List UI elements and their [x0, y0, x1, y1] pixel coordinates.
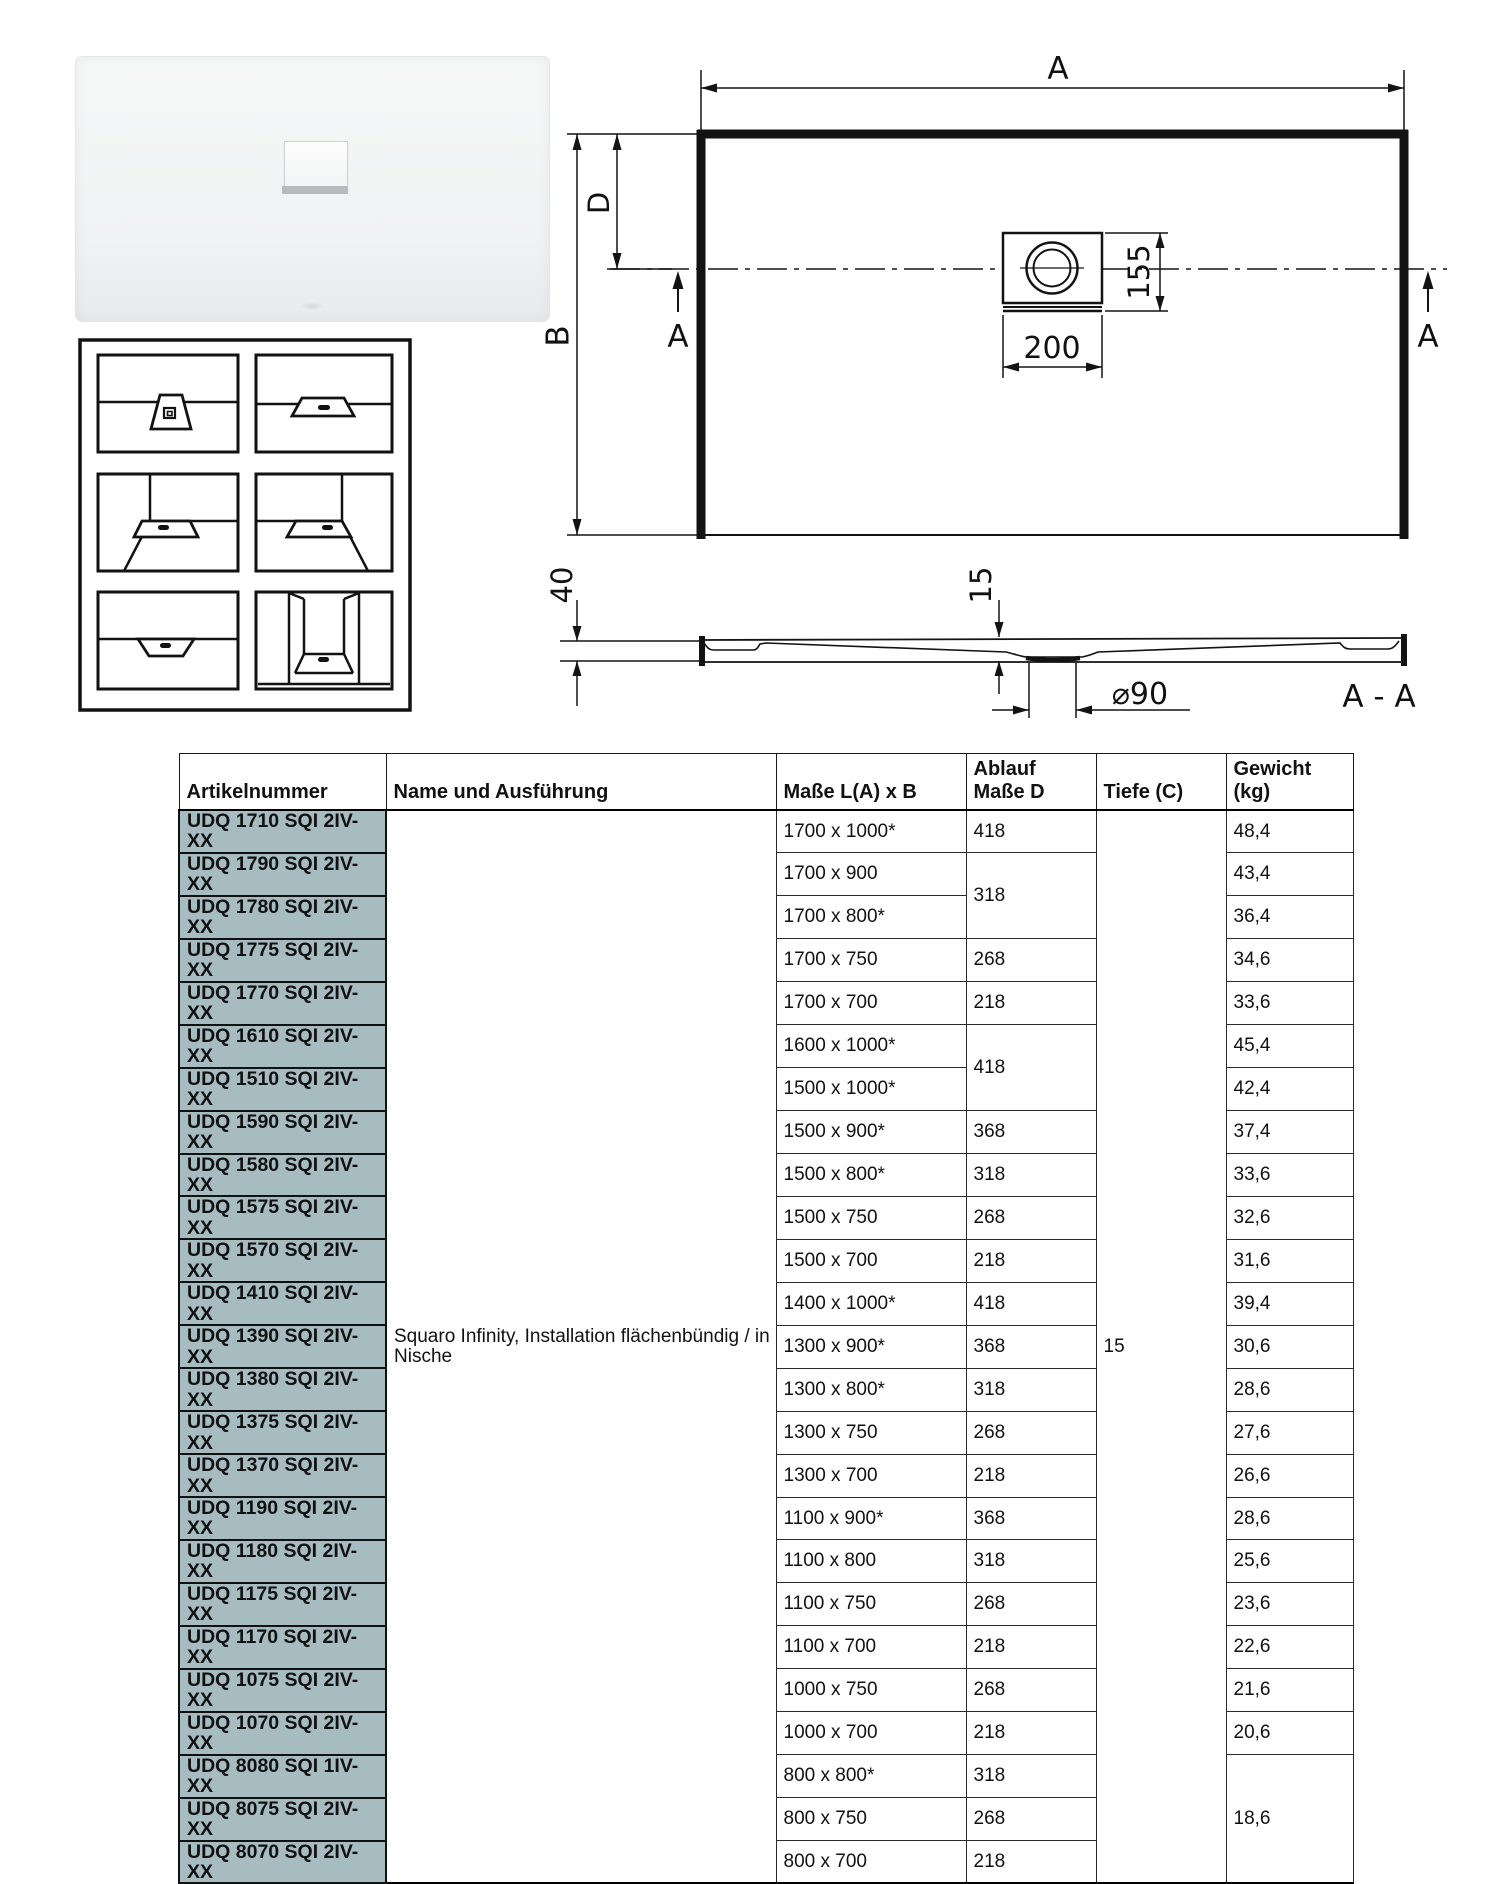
- panel-installation-6: [256, 592, 392, 689]
- drain-cover-square: [284, 141, 348, 189]
- masse-cell: 1000 x 750: [776, 1669, 966, 1712]
- ablauf-cell: 368: [966, 1325, 1096, 1368]
- artikelnummer-cell: UDQ 1770 SQI 2IV-XX: [179, 982, 386, 1025]
- table-row: [179, 810, 1353, 853]
- artikelnummer-cell: UDQ 1570 SQI 2IV-XX: [179, 1239, 386, 1282]
- artikelnummer-cell: UDQ 1380 SQI 2IV-XX: [179, 1368, 386, 1411]
- artikelnummer-cell: UDQ 8080 SQI 1IV-XX: [179, 1755, 386, 1798]
- masse-cell: 1100 x 800: [776, 1540, 966, 1583]
- masse-cell: 1300 x 800*: [776, 1368, 966, 1411]
- section-aa-label: A - A: [1342, 679, 1416, 715]
- top-view-drawing: [541, 51, 1448, 539]
- technical-drawing: [540, 40, 1460, 730]
- section-view-drawing: [545, 567, 1416, 718]
- masse-cell: 1500 x 1000*: [776, 1068, 966, 1111]
- masse-cell: 1700 x 1000*: [776, 810, 966, 853]
- ablauf-cell: 218: [966, 1712, 1096, 1755]
- gewicht-cell: 18,6: [1226, 1755, 1353, 1884]
- ablauf-cell: 218: [966, 1841, 1096, 1884]
- ablauf-cell: 268: [966, 1196, 1096, 1239]
- ablauf-cell: 318: [966, 1368, 1096, 1411]
- gewicht-cell: 36,4: [1226, 896, 1353, 939]
- ablauf-cell: 318: [966, 853, 1096, 939]
- dimension-d-label: D: [582, 191, 616, 215]
- artikelnummer-cell: UDQ 1610 SQI 2IV-XX: [179, 1025, 386, 1068]
- ablauf-cell: 218: [966, 1626, 1096, 1669]
- masse-cell: 800 x 700: [776, 1841, 966, 1884]
- gewicht-cell: 20,6: [1226, 1712, 1353, 1755]
- dimension-15-label: 15: [964, 566, 998, 604]
- gewicht-cell: 48,4: [1226, 810, 1353, 853]
- gewicht-cell: 42,4: [1226, 1068, 1353, 1111]
- installation-diagram: [78, 338, 412, 712]
- artikelnummer-cell: UDQ 1370 SQI 2IV-XX: [179, 1454, 386, 1497]
- panel-installation-2: [256, 355, 392, 452]
- artikelnummer-cell: UDQ 1375 SQI 2IV-XX: [179, 1411, 386, 1454]
- gewicht-cell: 22,6: [1226, 1626, 1353, 1669]
- masse-cell: 1700 x 750: [776, 939, 966, 982]
- artikelnummer-cell: UDQ 1390 SQI 2IV-XX: [179, 1325, 386, 1368]
- header-artikelnummer: Artikelnummer: [179, 754, 386, 811]
- gewicht-cell: 33,6: [1226, 982, 1353, 1025]
- section-a-left-label: A: [667, 319, 689, 355]
- artikelnummer-cell: UDQ 1075 SQI 2IV-XX: [179, 1669, 386, 1712]
- gewicht-cell: 28,6: [1226, 1497, 1353, 1540]
- table-header-row: [179, 754, 1353, 811]
- gewicht-cell: 34,6: [1226, 939, 1353, 982]
- drain-cap-profile: [1026, 658, 1080, 660]
- artikelnummer-cell: UDQ 8070 SQI 2IV-XX: [179, 1841, 386, 1884]
- section-a-right-label: A: [1417, 319, 1439, 355]
- header-ablauf: Ablauf Maße D: [966, 754, 1096, 811]
- masse-cell: 1700 x 800*: [776, 896, 966, 939]
- villeroy-boch-logo: [300, 301, 324, 311]
- ablauf-cell: 218: [966, 1239, 1096, 1282]
- masse-cell: 1500 x 700: [776, 1239, 966, 1282]
- ablauf-cell: 218: [966, 1454, 1096, 1497]
- header-name-ausfuehrung: Name und Ausführung: [386, 754, 776, 811]
- dimension-40-label: 40: [545, 566, 579, 604]
- dimension-a-label: A: [1047, 51, 1069, 87]
- panel-installation-1: [98, 355, 238, 452]
- gewicht-cell: 45,4: [1226, 1025, 1353, 1068]
- panel-installation-3: [98, 474, 238, 571]
- artikelnummer-cell: UDQ 1790 SQI 2IV-XX: [179, 853, 386, 896]
- ablauf-cell: 318: [966, 1540, 1096, 1583]
- ablauf-cell: 418: [966, 1282, 1096, 1325]
- spec-table-body: [179, 810, 1353, 1883]
- artikelnummer-cell: UDQ 1580 SQI 2IV-XX: [179, 1154, 386, 1197]
- section-arrow-right: [1417, 271, 1438, 355]
- header-masse: Maße L(A) x B: [776, 754, 966, 811]
- spec-table-container: [178, 753, 1354, 1884]
- gewicht-cell: 33,6: [1226, 1154, 1353, 1197]
- masse-cell: 1700 x 700: [776, 982, 966, 1025]
- dimension-200-label: 200: [1023, 331, 1081, 366]
- ablauf-cell: 268: [966, 1411, 1096, 1454]
- ablauf-cell: 218: [966, 982, 1096, 1025]
- drain-detail: [1003, 233, 1102, 311]
- masse-cell: 1400 x 1000*: [776, 1282, 966, 1325]
- gewicht-cell: 27,6: [1226, 1411, 1353, 1454]
- product-photo: [75, 56, 550, 322]
- ablauf-cell: 268: [966, 1583, 1096, 1626]
- section-arrow-left: [667, 271, 688, 355]
- drain-cover-shadow: [282, 186, 348, 194]
- masse-cell: 1500 x 800*: [776, 1154, 966, 1197]
- artikelnummer-cell: UDQ 1710 SQI 2IV-XX: [179, 810, 386, 853]
- gewicht-cell: 39,4: [1226, 1282, 1353, 1325]
- artikelnummer-cell: UDQ 1180 SQI 2IV-XX: [179, 1540, 386, 1583]
- artikelnummer-cell: UDQ 1510 SQI 2IV-XX: [179, 1068, 386, 1111]
- gewicht-cell: 21,6: [1226, 1669, 1353, 1712]
- ablauf-cell: 368: [966, 1111, 1096, 1154]
- gewicht-cell: 26,6: [1226, 1454, 1353, 1497]
- masse-cell: 1100 x 700: [776, 1626, 966, 1669]
- masse-cell: 800 x 800*: [776, 1755, 966, 1798]
- artikelnummer-cell: UDQ 1590 SQI 2IV-XX: [179, 1111, 386, 1154]
- artikelnummer-cell: UDQ 1175 SQI 2IV-XX: [179, 1583, 386, 1626]
- panel-installation-5: [98, 592, 238, 689]
- artikelnummer-cell: UDQ 8075 SQI 2IV-XX: [179, 1798, 386, 1841]
- gewicht-cell: 37,4: [1226, 1111, 1353, 1154]
- gewicht-cell: 31,6: [1226, 1239, 1353, 1282]
- gewicht-cell: 43,4: [1226, 853, 1353, 896]
- masse-cell: 1000 x 700: [776, 1712, 966, 1755]
- ablauf-cell: 268: [966, 939, 1096, 982]
- artikelnummer-cell: UDQ 1190 SQI 2IV-XX: [179, 1497, 386, 1540]
- tiefe-cell: 15: [1096, 810, 1226, 1883]
- gewicht-cell: 28,6: [1226, 1368, 1353, 1411]
- dimension-b-label: B: [540, 325, 577, 347]
- gewicht-cell: 23,6: [1226, 1583, 1353, 1626]
- dimension-diameter-90-label: ⌀90: [1111, 677, 1169, 712]
- ablauf-cell: 418: [966, 810, 1096, 853]
- masse-cell: 1100 x 750: [776, 1583, 966, 1626]
- masse-cell: 1100 x 900*: [776, 1497, 966, 1540]
- artikelnummer-cell: UDQ 1410 SQI 2IV-XX: [179, 1282, 386, 1325]
- masse-cell: 1600 x 1000*: [776, 1025, 966, 1068]
- gewicht-cell: 25,6: [1226, 1540, 1353, 1583]
- gewicht-cell: 32,6: [1226, 1196, 1353, 1239]
- name-ausfuehrung-cell: Squaro Infinity, Installation flächenbündig / in Nische: [386, 810, 776, 1883]
- dimension-155-label: 155: [1122, 244, 1156, 300]
- artikelnummer-cell: UDQ 1170 SQI 2IV-XX: [179, 1626, 386, 1669]
- artikelnummer-cell: UDQ 1775 SQI 2IV-XX: [179, 939, 386, 982]
- ablauf-cell: 318: [966, 1755, 1096, 1798]
- artikelnummer-cell: UDQ 1780 SQI 2IV-XX: [179, 896, 386, 939]
- header-gewicht: Gewicht (kg): [1226, 754, 1353, 811]
- ablauf-cell: 368: [966, 1497, 1096, 1540]
- masse-cell: 1700 x 900: [776, 853, 966, 896]
- masse-cell: 1300 x 700: [776, 1454, 966, 1497]
- masse-cell: 1300 x 750: [776, 1411, 966, 1454]
- header-tiefe: Tiefe (C): [1096, 754, 1226, 811]
- panel-installation-4: [256, 474, 392, 571]
- masse-cell: 800 x 750: [776, 1798, 966, 1841]
- masse-cell: 1300 x 900*: [776, 1325, 966, 1368]
- artikelnummer-cell: UDQ 1575 SQI 2IV-XX: [179, 1196, 386, 1239]
- ablauf-cell: 268: [966, 1798, 1096, 1841]
- ablauf-cell: 318: [966, 1154, 1096, 1197]
- product-spec-table: [178, 753, 1354, 1884]
- masse-cell: 1500 x 900*: [776, 1111, 966, 1154]
- masse-cell: 1500 x 750: [776, 1196, 966, 1239]
- gewicht-cell: 30,6: [1226, 1325, 1353, 1368]
- ablauf-cell: 268: [966, 1669, 1096, 1712]
- ablauf-cell: 418: [966, 1025, 1096, 1111]
- tray-profile: [702, 634, 1404, 666]
- artikelnummer-cell: UDQ 1070 SQI 2IV-XX: [179, 1712, 386, 1755]
